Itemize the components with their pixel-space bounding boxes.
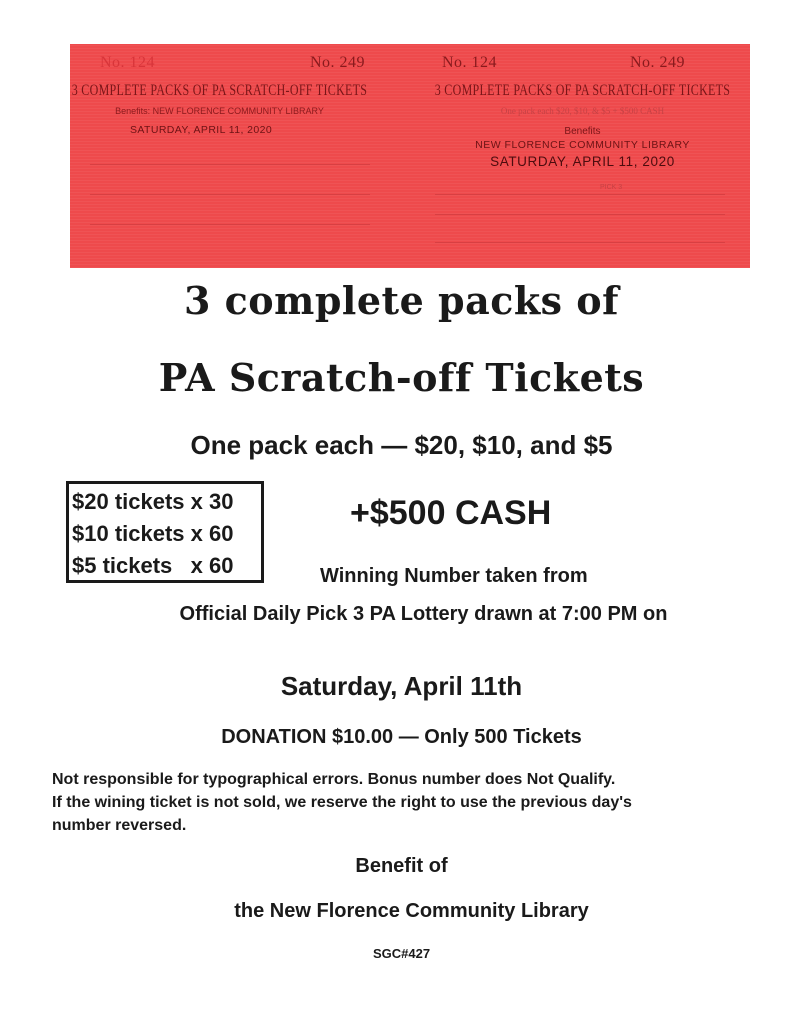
raffle-ticket-image — [70, 44, 750, 268]
ticket-stub-left — [70, 44, 405, 268]
ticket-library: NEW FLORENCE COMMUNITY LIBRARY — [475, 139, 690, 151]
disclaimer-line-1: Not responsible for typographical errors. Bonus number does Not Qualify. — [52, 771, 616, 788]
pack-each-line: One pack each — $20, $10, and $5 — [190, 430, 613, 460]
ticket-number-left: No. 124 — [100, 54, 156, 71]
ticket-pick-label: PICK 3 — [600, 184, 623, 191]
donation-line: DONATION $10.00 — Only 500 Tickets — [221, 726, 582, 748]
ticket-headline: 3 COMPLETE PACKS OF PA SCRATCH-OFF TICKETS — [434, 80, 731, 100]
ticket-rule — [90, 194, 370, 195]
ticket-benefits-label: Benefits — [564, 126, 601, 137]
ticket-prize-line: One pack each $20, $10, & $5 + $500 CASH — [500, 106, 665, 116]
ticket-benefit-line: Benefits: NEW FLORENCE COMMUNITY LIBRARY — [115, 106, 324, 116]
ticket-stub-right — [415, 44, 750, 268]
headline-line-1: 3 complete packs of — [184, 278, 619, 323]
sgc-number: SGC#427 — [372, 946, 431, 961]
library-name: the New Florence Community Library — [234, 900, 589, 922]
ticket-date-right: SATURDAY, APRIL 11, 2020 — [490, 154, 675, 169]
ticket-number-left: No. 124 — [442, 54, 498, 71]
ticket-rule — [435, 242, 725, 243]
ticket-count-20: $20 tickets x 30 — [72, 489, 234, 514]
headline-line-2: PA Scratch-off Tickets — [158, 355, 645, 400]
ticket-count-10: $10 tickets x 60 — [72, 521, 234, 546]
ticket-rule — [435, 194, 725, 195]
ticket-headline: 3 COMPLETE PACKS OF PA SCRATCH-OFF TICKETS — [71, 80, 368, 100]
ticket-rule — [90, 164, 370, 165]
official-lottery-line: Official Daily Pick 3 PA Lottery drawn at 7:00 PM on — [179, 603, 668, 625]
ticket-date-left: SATURDAY, APRIL 11, 2020 — [130, 124, 273, 136]
ticket-count-box — [66, 481, 264, 583]
winning-number-line: Winning Number taken from — [320, 565, 588, 587]
ticket-number-right: No. 249 — [630, 54, 686, 71]
ticket-rule — [90, 224, 370, 225]
benefit-of: Benefit of — [355, 855, 448, 877]
ticket-number-right: No. 249 — [310, 54, 366, 71]
cash-prize: +$500 CASH — [350, 494, 552, 532]
draw-date: Saturday, April 11th — [280, 671, 523, 701]
disclaimer-line-3: number reversed. — [52, 817, 187, 834]
ticket-count-5: $5 tickets x 60 — [72, 553, 234, 578]
disclaimer — [52, 768, 772, 837]
ticket-rule — [435, 214, 725, 215]
disclaimer-line-2: If the wining ticket is not sold, we reserve the right to use the previous day's — [52, 794, 632, 811]
